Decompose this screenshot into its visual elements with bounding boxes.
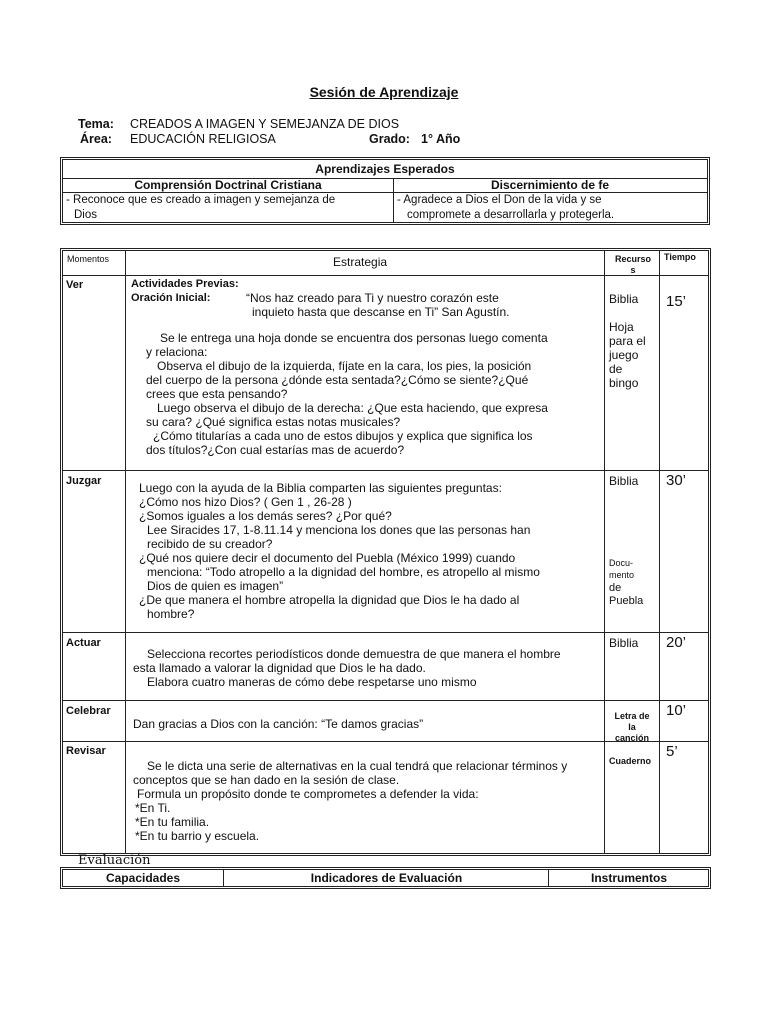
row-divider-ver (63, 470, 708, 471)
juzgar-text: hombre? (147, 607, 195, 621)
actuar-text: Elabora cuatro maneras de cómo debe respetarse uno mismo (147, 675, 477, 689)
header-recursos: Recurso s (614, 254, 651, 275)
ver-recurso: juego (609, 348, 639, 362)
grado-value: 1° Año (421, 132, 461, 146)
actuar-recurso: Biblia (609, 636, 639, 650)
comprension-text: - Reconoce que es creado a imagen y semejanza de Dios (66, 194, 336, 221)
momento-ver: Ver (66, 279, 84, 291)
ver-recurso: para el (609, 334, 646, 348)
ver-recurso: bingo (609, 376, 639, 390)
ver-text: del cuerpo de la persona ¿dónde esta sentada?¿Cómo se siente?¿Qué (146, 373, 529, 387)
ver-text: su cara? ¿Qué significa estas notas musicales? (146, 415, 401, 429)
celebrar-text: Dan gracias a Dios con la canción: “Te damos gracias” (133, 717, 424, 731)
revisar-text: *En Ti. (135, 801, 171, 815)
revisar-text: Se le dicta una serie de alternativas en la cual tendrá que relacionar términos y (147, 759, 568, 773)
momento-celebrar: Celebrar (66, 705, 111, 717)
col-indicadores: Indicadores de Evaluación (223, 870, 549, 886)
actuar-text: Selecciona recortes periodísticos donde demuestra de que manera el hombre (147, 647, 561, 661)
juzgar-recurso: de (609, 582, 622, 594)
col-comprension-title: Comprensión Doctrinal Cristiana (134, 178, 322, 192)
ver-text: dos títulos?¿Con cual estarías mas de acuerdo? (146, 443, 405, 457)
revisar-text: conceptos que se han dado en la sesión de clase. (133, 773, 400, 787)
col-instrumentos: Instrumentos (548, 870, 709, 886)
ver-text: Observa el dibujo de la izquierda, fíjate en la cara, los pies, la posición (157, 359, 532, 373)
grado-label: Grado: (369, 132, 410, 146)
celebrar-recurso: Letra de la canción (614, 711, 650, 743)
divider-estrategia (604, 251, 605, 853)
juzgar-text: recibido de su creador? (147, 537, 273, 551)
aprendizajes-content (63, 192, 707, 222)
revisar-tiempo: 5’ (666, 743, 678, 760)
ver-recurso: de (609, 362, 623, 376)
header-momentos: Momentos (67, 254, 110, 264)
evaluacion-table (60, 867, 711, 889)
juzgar-text: Luego con la ayuda de la Biblia comparten las siguientes preguntas: (139, 481, 502, 495)
strategy-table (60, 248, 711, 856)
ver-text: Luego observa el dibujo de la derecha: ¿Que esta haciendo, que expresa (157, 401, 548, 415)
ver-text: inquieto hasta que descanse en Ti” San Agustín. (252, 305, 510, 319)
ver-text: ¿Cómo titularías a cada uno de estos dibujos y explica que significa los (153, 429, 533, 443)
juzgar-text: ¿Qué nos quiere decir el documento del Puebla (México 1999) cuando (139, 551, 516, 565)
ver-recurso-biblia: Biblia (609, 292, 639, 306)
tema-value: CREADOS A IMAGEN Y SEMEJANZA DE DIOS (130, 117, 400, 131)
area-value: EDUCACIÓN RELIGIOSA (130, 132, 276, 146)
header-estrategia: Estrategia (333, 255, 388, 269)
divider-momentos (125, 251, 126, 853)
juzgar-recurso: Puebla (609, 595, 644, 607)
momento-revisar: Revisar (66, 745, 106, 757)
ver-actividades: Actividades Previas: (131, 278, 239, 290)
celebrar-tiempo: 10’ (666, 702, 687, 719)
aprendizajes-header: Aprendizajes Esperados (63, 160, 707, 179)
row-divider-actuar (63, 700, 708, 701)
juzgar-text: ¿Somos iguales a los demás seres? ¿Por qué? (139, 509, 392, 523)
momento-actuar: Actuar (66, 637, 101, 649)
revisar-text: *En tu barrio y escuela. (135, 829, 260, 843)
col-discernimiento-title: Discernimiento de fe (490, 178, 610, 192)
ver-recurso: Hoja (609, 320, 634, 334)
ver-tiempo: 15’ (666, 293, 687, 310)
aprendizajes-table (60, 157, 710, 225)
aprendizajes-column-headers (63, 178, 707, 193)
revisar-text: *En tu familia. (135, 815, 210, 829)
ver-text: y relaciona: (146, 345, 208, 359)
juzgar-tiempo: 30’ (666, 472, 687, 489)
juzgar-text: Lee Siracides 17, 1-8.11.14 y menciona los dones que las personas han (147, 523, 531, 537)
row-divider-juzgar (63, 632, 708, 633)
juzgar-recurso: Docu- (609, 558, 634, 568)
juzgar-recurso-biblia: Biblia (609, 474, 639, 488)
actuar-text: esta llamado a valorar la dignidad que Dios le ha dado. (133, 661, 426, 675)
revisar-text: Formula un propósito donde te comprometes a defender la vida: (137, 787, 479, 801)
juzgar-text: ¿De que manera el hombre atropella la dignidad que Dios le ha dado al (139, 593, 520, 607)
momento-juzgar: Juzgar (66, 475, 102, 487)
juzgar-recurso: mento (609, 570, 635, 580)
header-tiempo: Tiempo (664, 252, 696, 262)
juzgar-text: Dios de quien es imagen” (147, 579, 284, 593)
ver-oracion-label: Oración Inicial: (131, 292, 211, 304)
juzgar-text: ¿Cómo nos hizo Dios? ( Gen 1 , 26-28 ) (139, 495, 352, 509)
document-title: Sesión de Aprendizaje (309, 84, 459, 100)
ver-text: Se le entrega una hoja donde se encuentra dos personas luego comenta (160, 331, 548, 345)
tema-label: Tema: (78, 117, 114, 131)
ver-text: crees que esta pensando? (146, 387, 288, 401)
actuar-tiempo: 20’ (666, 634, 687, 651)
col-capacidades: Capacidades (105, 871, 181, 885)
evaluacion-label: Evaluación (78, 853, 151, 868)
juzgar-text: menciona: “Todo atropello a la dignidad del hombre, es atropello al mismo (147, 565, 540, 579)
revisar-recurso: Cuaderno (609, 756, 652, 766)
area-label: Área: (80, 132, 112, 146)
discernimiento-text: - Agradece a Dios el Don de la vida y se compromete a desarrollarla y protegerla. (397, 194, 615, 221)
ver-text: “Nos haz creado para Ti y nuestro corazón este (246, 291, 499, 305)
divider-recursos (659, 251, 660, 853)
